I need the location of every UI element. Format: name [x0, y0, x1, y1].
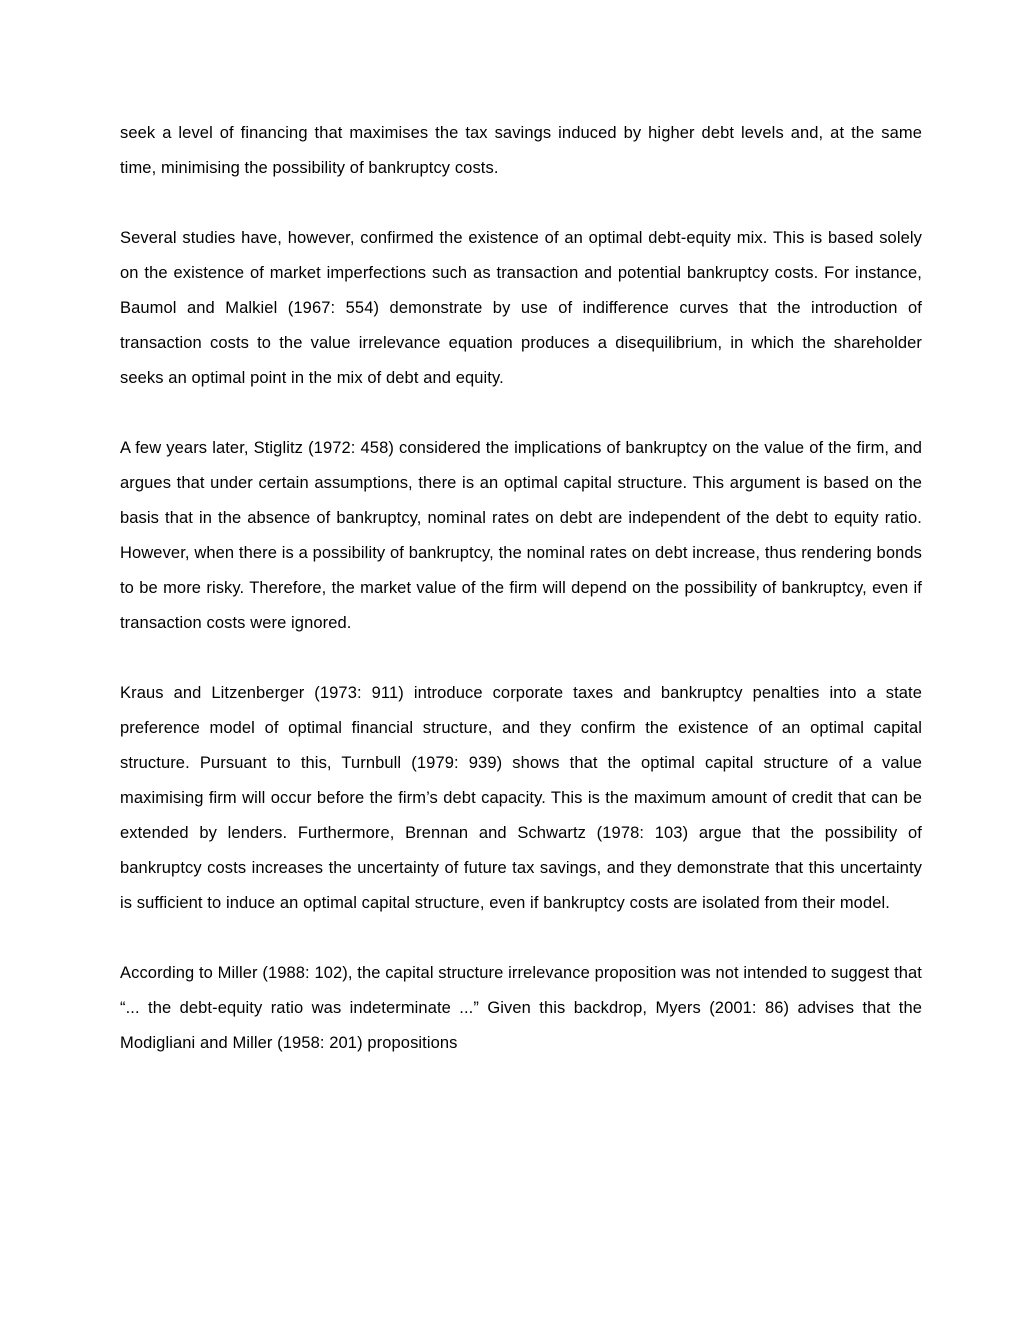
paragraph-kraus-litzenberger: Kraus and Litzenberger (1973: 911) introduce corporate taxes and bankruptcy penalties into a state preference model of optimal financial structure, and they confirm the existence of an optimal capital structure. Pursuant to this, Turnbull (1979: 939) shows that the optimal capital structure of a value maximising firm will occur before the firm’s debt capacity. This is the maximum amount of credit that can be extended by lenders. Furthermore, Brennan and Schwartz (1978: 103) argue that the possibility of bankruptcy costs increases the uncertainty of future tax savings, and they demonstrate that this uncertainty is sufficient to induce an optimal capital structure, even if bankruptcy costs are isolated from their model. [120, 684, 922, 912]
paragraph-stiglitz-bankruptcy: A few years later, Stiglitz (1972: 458) considered the implications of bankruptcy on the value of the firm, and argues that under certain assumptions, there is an optimal capital structure. This argument is based on the basis that in the absence of bankruptcy, nominal rates on debt are independent of the debt to equity ratio. However, when there is a possibility of bankruptcy, the nominal rates on debt increase, thus rendering bonds to be more risky. Therefore, the market value of the firm will depend on the possibility of bankruptcy, even if transaction costs were ignored. [120, 439, 922, 632]
paragraph-continuation: seek a level of financing that maximises the tax savings induced by higher debt levels and, at the same time, minimising the possibility of bankruptcy costs. [120, 124, 922, 177]
paragraph-miller-irrelevance: According to Miller (1988: 102), the capital structure irrelevance proposition was not intended to suggest that “... the debt-equity ratio was indeterminate ...” Given this backdrop, Myers (2001: 86) advises that the Modigliani and Miller (1958: 201) propositions [120, 964, 922, 1052]
paragraph-optimal-debt-equity-mix: Several studies have, however, confirmed the existence of an optimal debt-equity mix. This is based solely on the existence of market imperfections such as transaction and potential bankruptcy costs. For instance, Baumol and Malkiel (1967: 554) demonstrate by use of indifference curves that the introduction of transaction costs to the value irrelevance equation produces a disequilibrium, in which the shareholder seeks an optimal point in the mix of debt and equity. [120, 229, 922, 387]
